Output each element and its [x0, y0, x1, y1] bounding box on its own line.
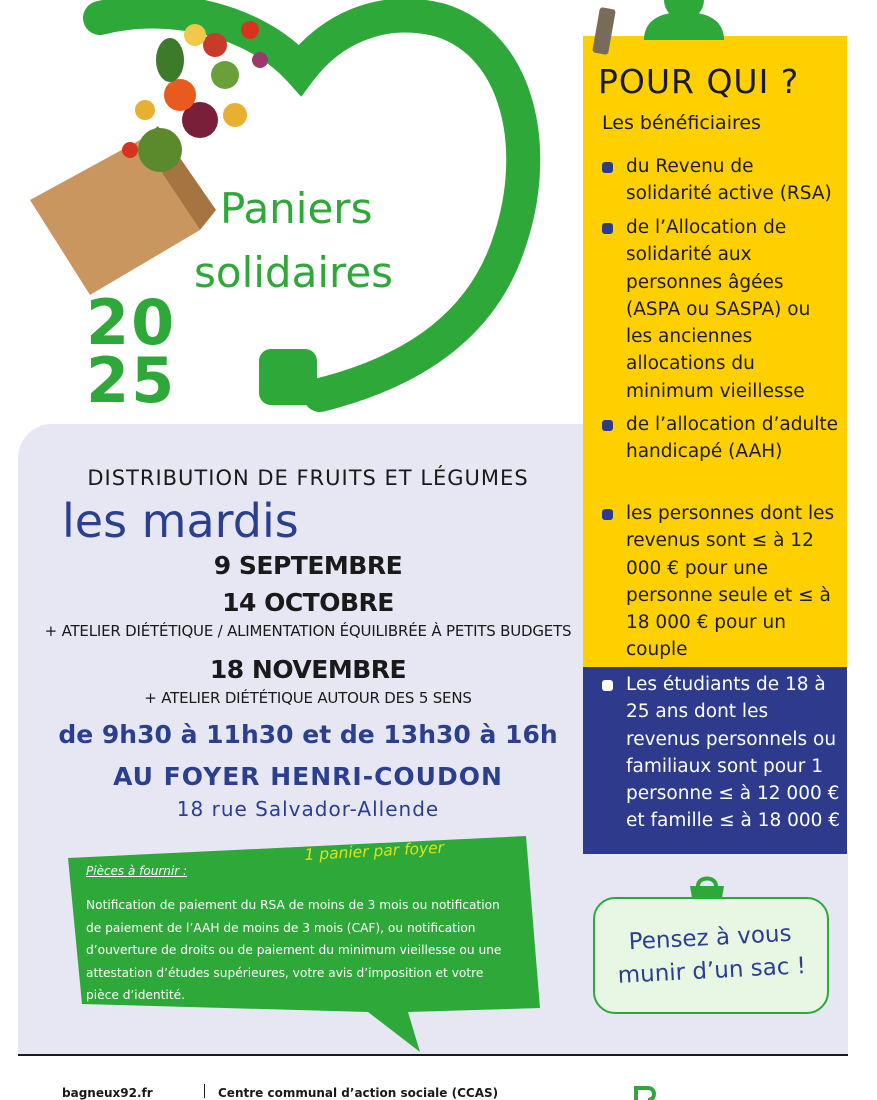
bullet-icon: [602, 680, 613, 691]
year-line-1: 20: [86, 286, 177, 359]
eligibility-item: [626, 500, 841, 664]
eligibility-subheading: Les bénéficiaires: [602, 112, 761, 134]
bag-reminder-text: Pensez à vous munir d’un sac !: [617, 920, 807, 989]
eligibility-item-text: de l’allocation d’adulte handicapé (AAH): [626, 414, 838, 463]
students-item-text: Les étudiants de 18 à 25 ans dont les revenus personnels ou familiaux sont pour 1 personne ≤ à 12 000 € et famille ≤ à 18 000 €: [626, 674, 841, 832]
eligibility-item-text: du Revenu de solidarité active (RSA): [626, 156, 832, 205]
date-october: 14 OCTOBRE: [222, 588, 394, 617]
documents-title: Pièces à fournir :: [86, 864, 188, 878]
bullet-icon: [602, 420, 613, 431]
atelier-november: + ATELIER DIÉTÉTIQUE AUTOUR DES 5 SENS: [144, 689, 472, 707]
students-item: [626, 671, 841, 835]
year-line-2: 25: [86, 344, 177, 417]
footer-website-link[interactable]: bagneux92.fr: [62, 1086, 153, 1100]
date-november: 18 NOVEMBRE: [209, 655, 407, 684]
footer-organisation: Centre communal d’action sociale (CCAS): [218, 1086, 499, 1100]
distribution-heading: DISTRIBUTION DE FRUITS ET LÉGUMES: [87, 466, 529, 490]
eligibility-heading: POUR QUI ?: [598, 62, 800, 101]
atelier-october: + ATELIER DIÉTÉTIQUE / ALIMENTATION ÉQUILIBRÉE À PETITS BUDGETS: [44, 622, 572, 640]
date-september: 9 SEPTEMBRE: [213, 551, 403, 580]
bullet-icon: [602, 223, 613, 234]
green-square-decoration: [259, 349, 317, 405]
eligibility-item: [626, 153, 841, 208]
bullet-icon: [602, 509, 613, 520]
eligibility-item: [626, 214, 841, 405]
basket-per-household-note: 1 panier par foyer: [304, 838, 445, 864]
eligibility-item-text: de l’Allocation de solidarité aux personnes âgées (ASPA ou SASPA) ou les anciennes allocations du minimum vieillesse: [626, 217, 811, 402]
poster-title-line-2: solidaires: [194, 248, 394, 297]
documents-text: Notification de paiement du RSA de moins de 3 mois ou notification de paiement de l’AAH de moins de 3 mois (CAF), ou notification d’ouverture de droits ou de paiement du minimum vieillesse ou une attestation d’études supérieures, votre avis d’imposition et votre pièce d’identité.: [86, 898, 502, 1003]
distribution-days: les mardis: [62, 494, 299, 548]
footer-divider: [18, 1054, 848, 1056]
opening-hours: de 9h30 à 11h30 et de 13h30 à 16h: [58, 720, 558, 749]
person-icon: [634, 0, 734, 40]
poster-title-line-1: Paniers: [220, 184, 373, 233]
eligibility-item: [626, 411, 841, 466]
bullet-icon: [602, 162, 613, 173]
venue-address: 18 rue Salvador-Allende: [176, 797, 440, 821]
eligibility-item-text: les personnes dont les revenus sont ≤ à 12 000 € pour une personne seule et ≤ à 18 000 € pour un couple: [626, 503, 835, 661]
venue-name: AU FOYER HENRI-COUDON: [113, 762, 503, 791]
city-logo-icon: [634, 1086, 662, 1100]
